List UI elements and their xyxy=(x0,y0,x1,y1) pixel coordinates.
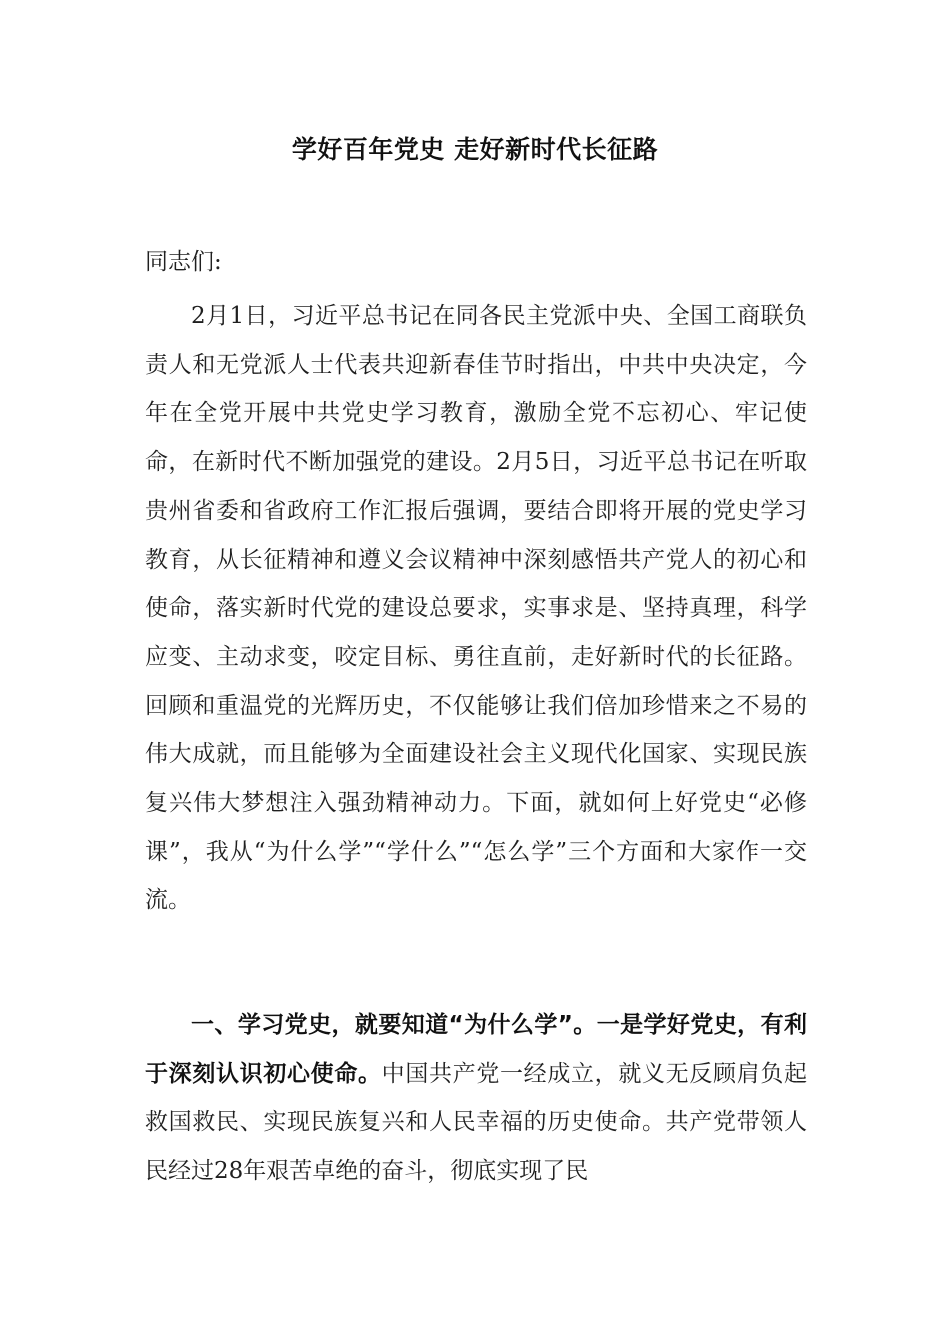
section-point: 一是学好党史，有利于深刻认识初心使命。 xyxy=(145,1012,807,1087)
document-title: 学好百年党史 走好新时代长征路 xyxy=(291,135,659,164)
paragraph-section-one xyxy=(145,1001,807,1196)
section-heading: 一、学习党史，就要知道“为什么学”。 xyxy=(191,1012,597,1038)
salutation: 同志们: xyxy=(145,249,222,275)
paragraph-intro: 2月1日，习近平总书记在同各民主党派中央、全国工商联负责人和无党派人士代表共迎新春佳节时指出，中共中央决定，今年在全党开展中共党史学习教育，激励全党不忘初心、牢记使命，在新时代不断加强党的建设。2月5日，习近平总书记在听取贵州省委和省政府工作汇报后强调，要结合即将开展的党史学习教育，从长征精神和遵义会议精神中深刻感悟共产党人的初心和使命，落实新时代党的建设总要求，实事求是、坚持真理，科学应变、主动求变，咬定目标、勇往直前，走好新时代的长征路。回顾和重温党的光辉历史，不仅能够让我们倍加珍惜来之不易的伟大成就，而且能够为全面建设社会主义现代化国家、实现民族复兴伟大梦想注入强劲精神动力。下面，就如何上好党史“必修课”，我从“为什么学”“学什么”“怎么学”三个方面和大家作一交流。 xyxy=(145,303,807,914)
section-text: 中国共产党一经成立，就义无反顾肩负起救国救民、实现民族复兴和人民幸福的历史使命。共产党带领人民经过28年艰苦卓绝的奋斗，彻底实现了民 xyxy=(145,1060,808,1185)
